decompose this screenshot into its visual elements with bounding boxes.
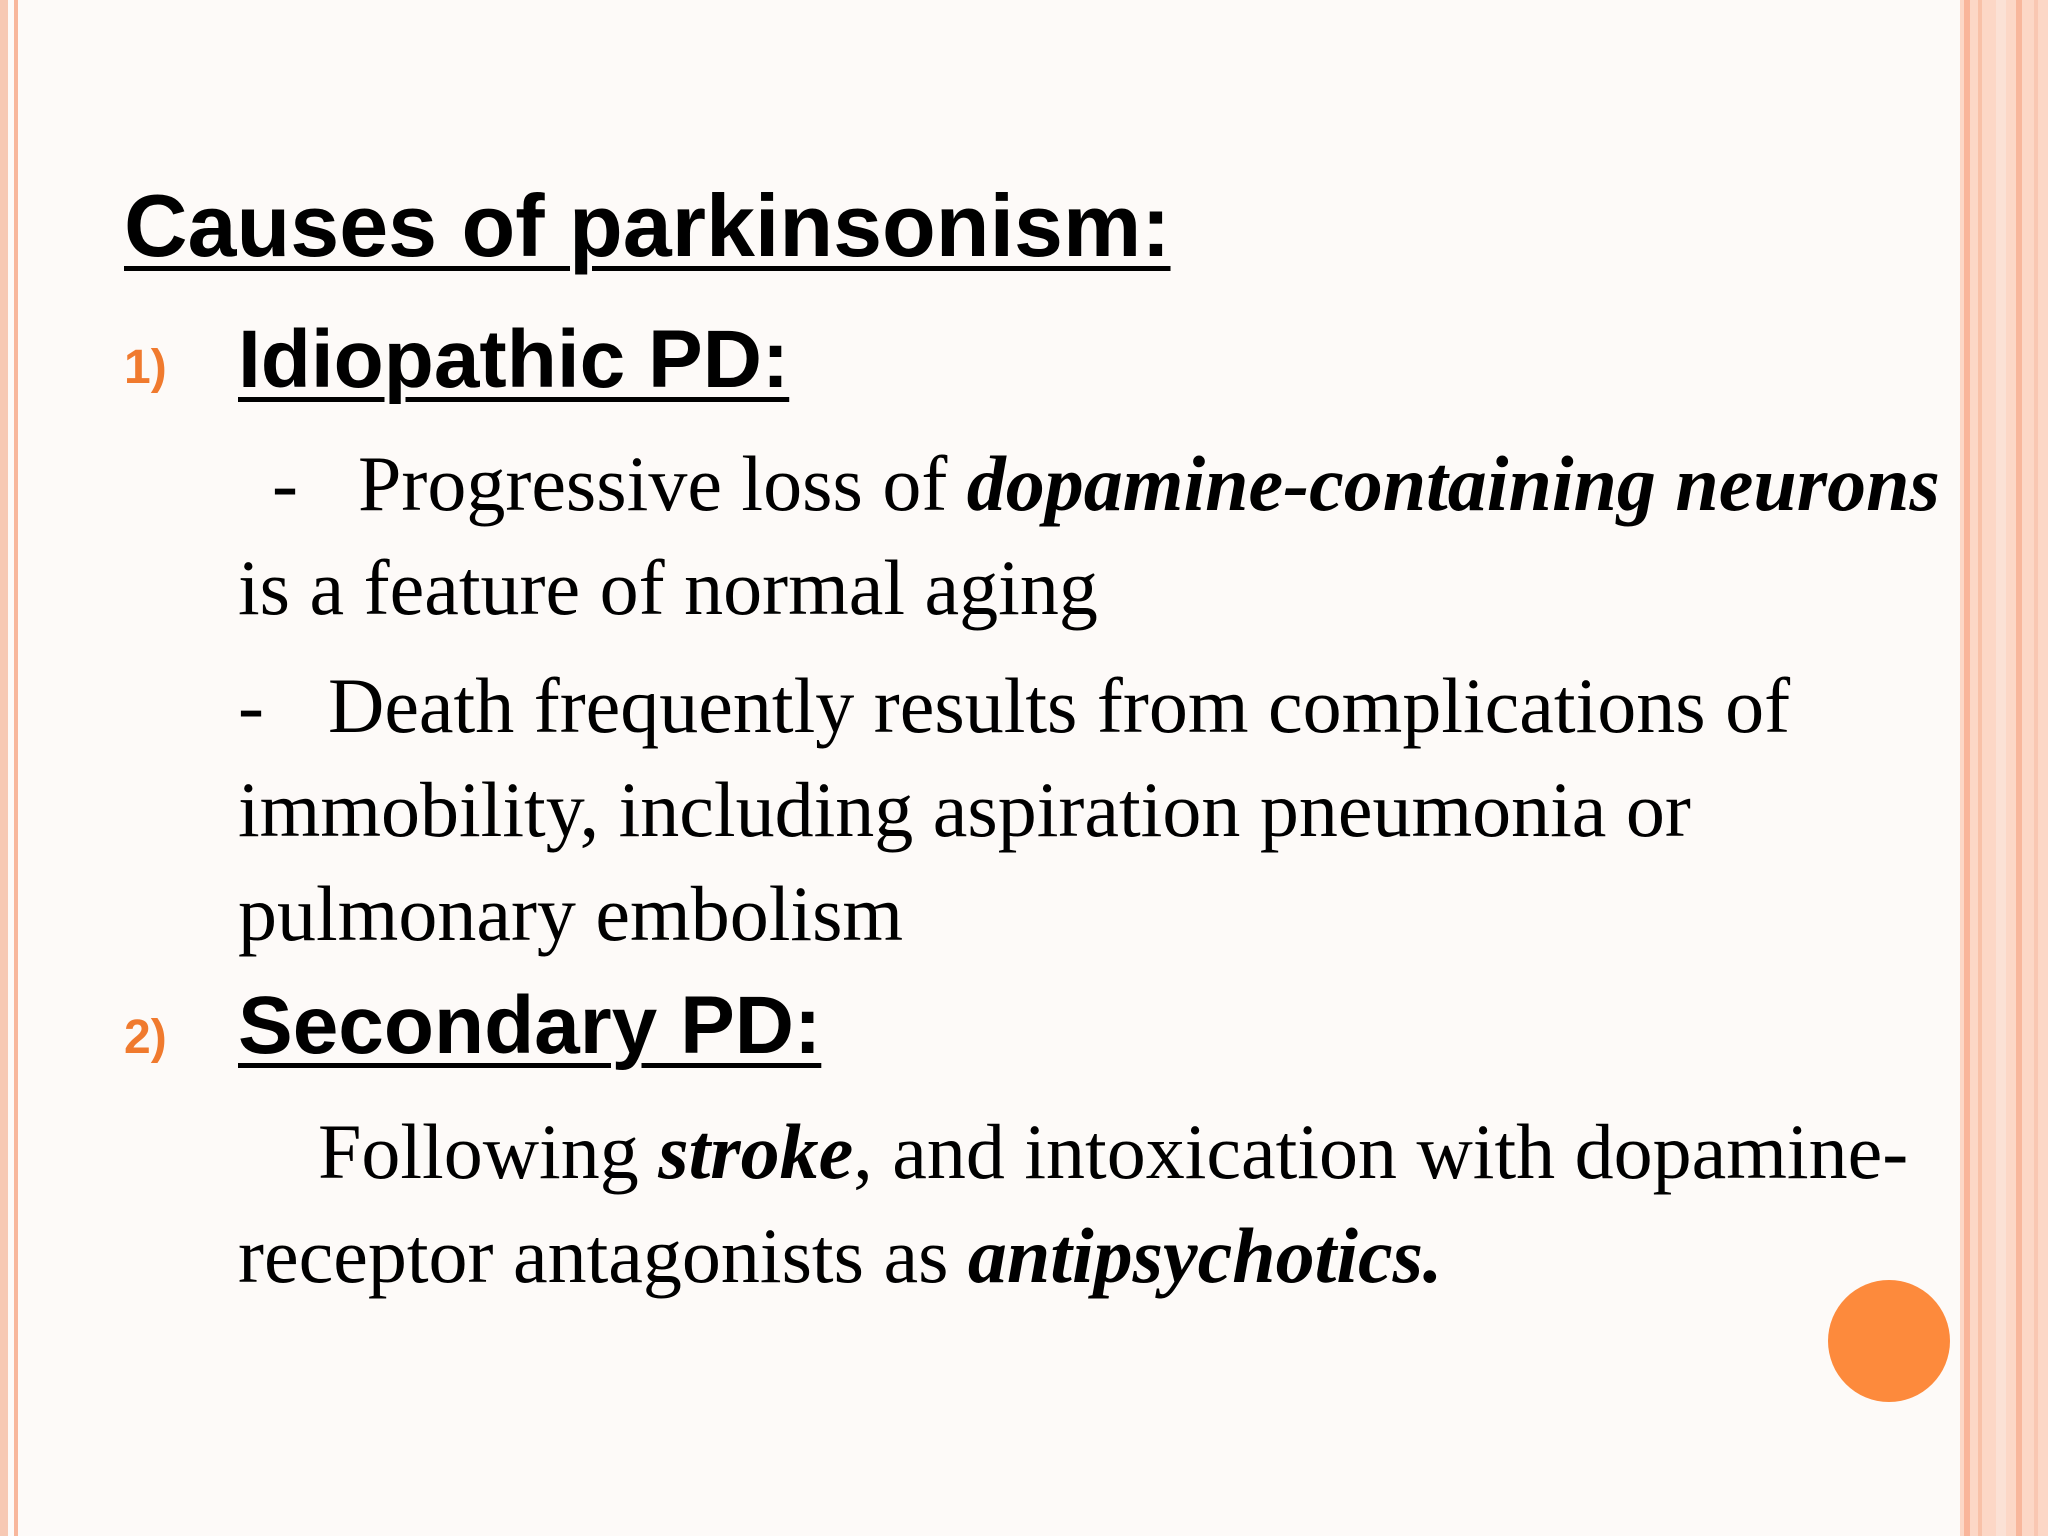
left-border-stripe <box>0 0 8 1536</box>
bullet-text: is a feature of normal aging <box>238 544 1098 631</box>
body-paragraph <box>238 1100 1958 1308</box>
emphasis-text: antipsychotics. <box>967 1212 1443 1299</box>
bullet-point <box>238 654 1958 966</box>
bullet-dash: - <box>272 440 298 527</box>
body-text: Following <box>318 1108 659 1195</box>
right-border-line <box>2034 0 2038 1536</box>
item-heading: Idiopathic PD: <box>238 314 790 405</box>
bullet-text: Progressive loss of <box>357 440 967 527</box>
slide-title: Causes of parkinsonism: <box>124 176 1171 275</box>
bullet-dash: - <box>238 662 264 749</box>
bullet-text: Death frequently results from complications of immobility, including aspiration pneumonia or pulmonary embolism <box>238 662 1791 957</box>
right-border-line <box>1978 0 1982 1536</box>
left-border-line <box>14 0 18 1536</box>
item-number: 1) <box>124 341 167 394</box>
emphasis-text: dopamine-containing neurons <box>966 440 1940 527</box>
item-number: 2) <box>124 1011 167 1064</box>
item-heading: Secondary PD: <box>238 980 822 1071</box>
bullet-point <box>238 432 1958 640</box>
decorative-dot <box>1828 1280 1950 1402</box>
body-text: , and intoxication with dopamine-receptor antagonists as <box>238 1108 1909 1299</box>
right-border-line <box>1996 0 2006 1536</box>
right-border-line <box>1964 0 1970 1536</box>
right-border-line <box>2016 0 2022 1536</box>
emphasis-text: stroke <box>658 1108 854 1195</box>
